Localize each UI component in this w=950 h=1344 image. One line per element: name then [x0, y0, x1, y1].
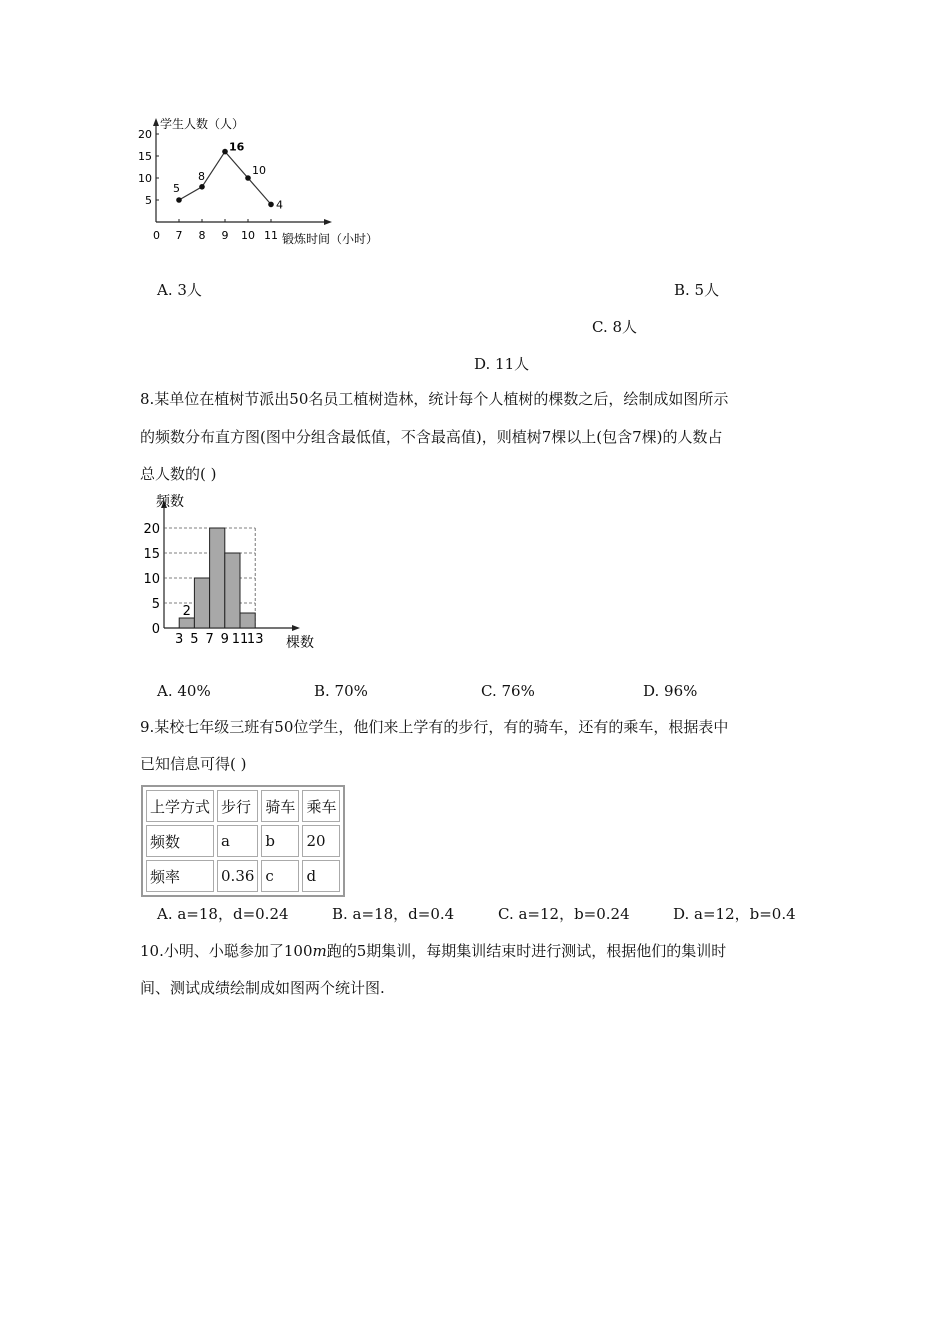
x-tick-label: 9 — [221, 229, 229, 242]
data-point — [176, 197, 182, 203]
y-axis-label: 频数 — [156, 494, 184, 510]
table-row — [146, 860, 340, 892]
y-tick-label: 5 — [151, 597, 160, 612]
table-cell: 20 — [302, 825, 340, 857]
histogram-bar — [194, 578, 209, 628]
data-label: 8 — [198, 169, 205, 183]
data-point — [245, 175, 251, 181]
x-tick-label: 7 — [175, 229, 183, 242]
q8-histogram — [140, 490, 340, 655]
q7-line-chart — [140, 110, 400, 250]
data-point — [222, 149, 228, 155]
x-tick-label: 13 — [246, 632, 264, 647]
table-cell: d — [302, 860, 340, 892]
x-tick-label: 9 — [220, 632, 229, 647]
x-tick-label: 5 — [190, 632, 199, 647]
q7-option-a[interactable]: A. 3人 — [157, 281, 202, 299]
histogram-bar — [179, 618, 194, 628]
data-label: 10 — [252, 164, 266, 177]
data-label: 4 — [276, 198, 283, 212]
data-point — [268, 202, 274, 208]
histogram-bar — [240, 613, 255, 628]
y-axis-label: 学生人数（人） — [160, 117, 245, 131]
y-tick-label: 5 — [145, 194, 152, 207]
table-cell: 骑车 — [261, 790, 299, 822]
q8-question-line3: 总人数的( ) — [140, 465, 217, 483]
table-cell: 步行 — [217, 790, 258, 822]
x-tick-label: 10 — [241, 229, 255, 242]
table-cell: 上学方式 — [146, 790, 214, 822]
origin-label: 0 — [153, 229, 160, 242]
y-axis-arrow — [153, 118, 159, 126]
q10-question-line1 — [140, 940, 726, 961]
histogram-bar — [210, 528, 225, 628]
q9-option-b[interactable]: B. a=18，d=0.4 — [332, 905, 455, 923]
q8-option-b[interactable]: B. 70% — [314, 682, 368, 700]
table-cell: b — [261, 825, 299, 857]
q7-option-c[interactable]: C. 8人 — [592, 318, 638, 336]
y-tick-label: 10 — [138, 172, 152, 185]
q10-text-pre: 10.小明、小聪参加了100 — [140, 942, 313, 960]
x-tick-label: 11 — [231, 632, 249, 647]
q9-question-line2: 已知信息可得( ) — [140, 755, 247, 773]
data-label: 5 — [173, 182, 180, 195]
q8-option-a[interactable]: A. 40% — [157, 682, 211, 700]
y-tick-label: 0 — [151, 622, 160, 637]
y-tick-label: 20 — [138, 128, 152, 141]
x-tick-label: 3 — [175, 632, 184, 647]
q10-text-post: 跑的5期集训，每期集训结束时进行测试，根据他们的集训时 — [326, 942, 727, 960]
q9-option-d[interactable]: D. a=12，b=0.4 — [673, 905, 796, 923]
y-tick-label: 20 — [143, 522, 160, 537]
y-tick-label: 15 — [138, 150, 152, 163]
q9-table — [141, 785, 345, 897]
x-axis-label: 锻炼时间（小时） — [282, 232, 379, 246]
x-tick-label: 7 — [205, 632, 214, 647]
y-tick-label: 10 — [143, 572, 160, 587]
bar-label: 2 — [182, 604, 191, 619]
table-cell: a — [217, 825, 258, 857]
q9-option-a[interactable]: A. a=18，d=0.24 — [157, 905, 289, 923]
q8-question-line2: 的频数分布直方图(图中分组含最低值，不含最高值)，则植树7棵以上(包含7棵)的人数占 — [140, 428, 723, 446]
table-cell: 0.36 — [217, 860, 258, 892]
series-line — [179, 152, 271, 205]
data-label: 16 — [229, 140, 245, 154]
table-cell: 频数 — [146, 825, 214, 857]
data-point — [199, 184, 205, 190]
table-cell: 乘车 — [302, 790, 340, 822]
q8-question-line1: 8.某单位在植树节派出50名员工植树造林，统计每个人植树的棵数之后，绘制成如图所示 — [140, 390, 729, 408]
x-axis-arrow — [292, 625, 300, 631]
table-row — [146, 790, 340, 822]
q7-option-b[interactable]: B. 5人 — [674, 281, 720, 299]
y-tick-label: 15 — [143, 547, 160, 562]
table-row — [146, 825, 340, 857]
q8-option-c[interactable]: C. 76% — [481, 682, 535, 700]
x-axis-label: 棵数 — [286, 635, 314, 651]
histogram-bar — [225, 553, 240, 628]
table-cell: c — [261, 860, 299, 892]
table-cell: 频率 — [146, 860, 214, 892]
q10-unit: m — [312, 942, 327, 960]
q8-option-d[interactable]: D. 96% — [643, 682, 698, 700]
x-axis-arrow — [324, 219, 332, 225]
x-tick-label: 8 — [198, 229, 206, 242]
q10-question-line2: 间、测试成绩绘制成如图两个统计图. — [140, 979, 385, 997]
q7-option-d[interactable]: D. 11人 — [474, 355, 530, 373]
q9-option-c[interactable]: C. a=12，b=0.24 — [498, 905, 630, 923]
q9-question-line1: 9.某校七年级三班有50位学生，他们来上学有的步行，有的骑车，还有的乘车，根据表中 — [140, 718, 729, 736]
x-tick-label: 11 — [264, 229, 278, 242]
